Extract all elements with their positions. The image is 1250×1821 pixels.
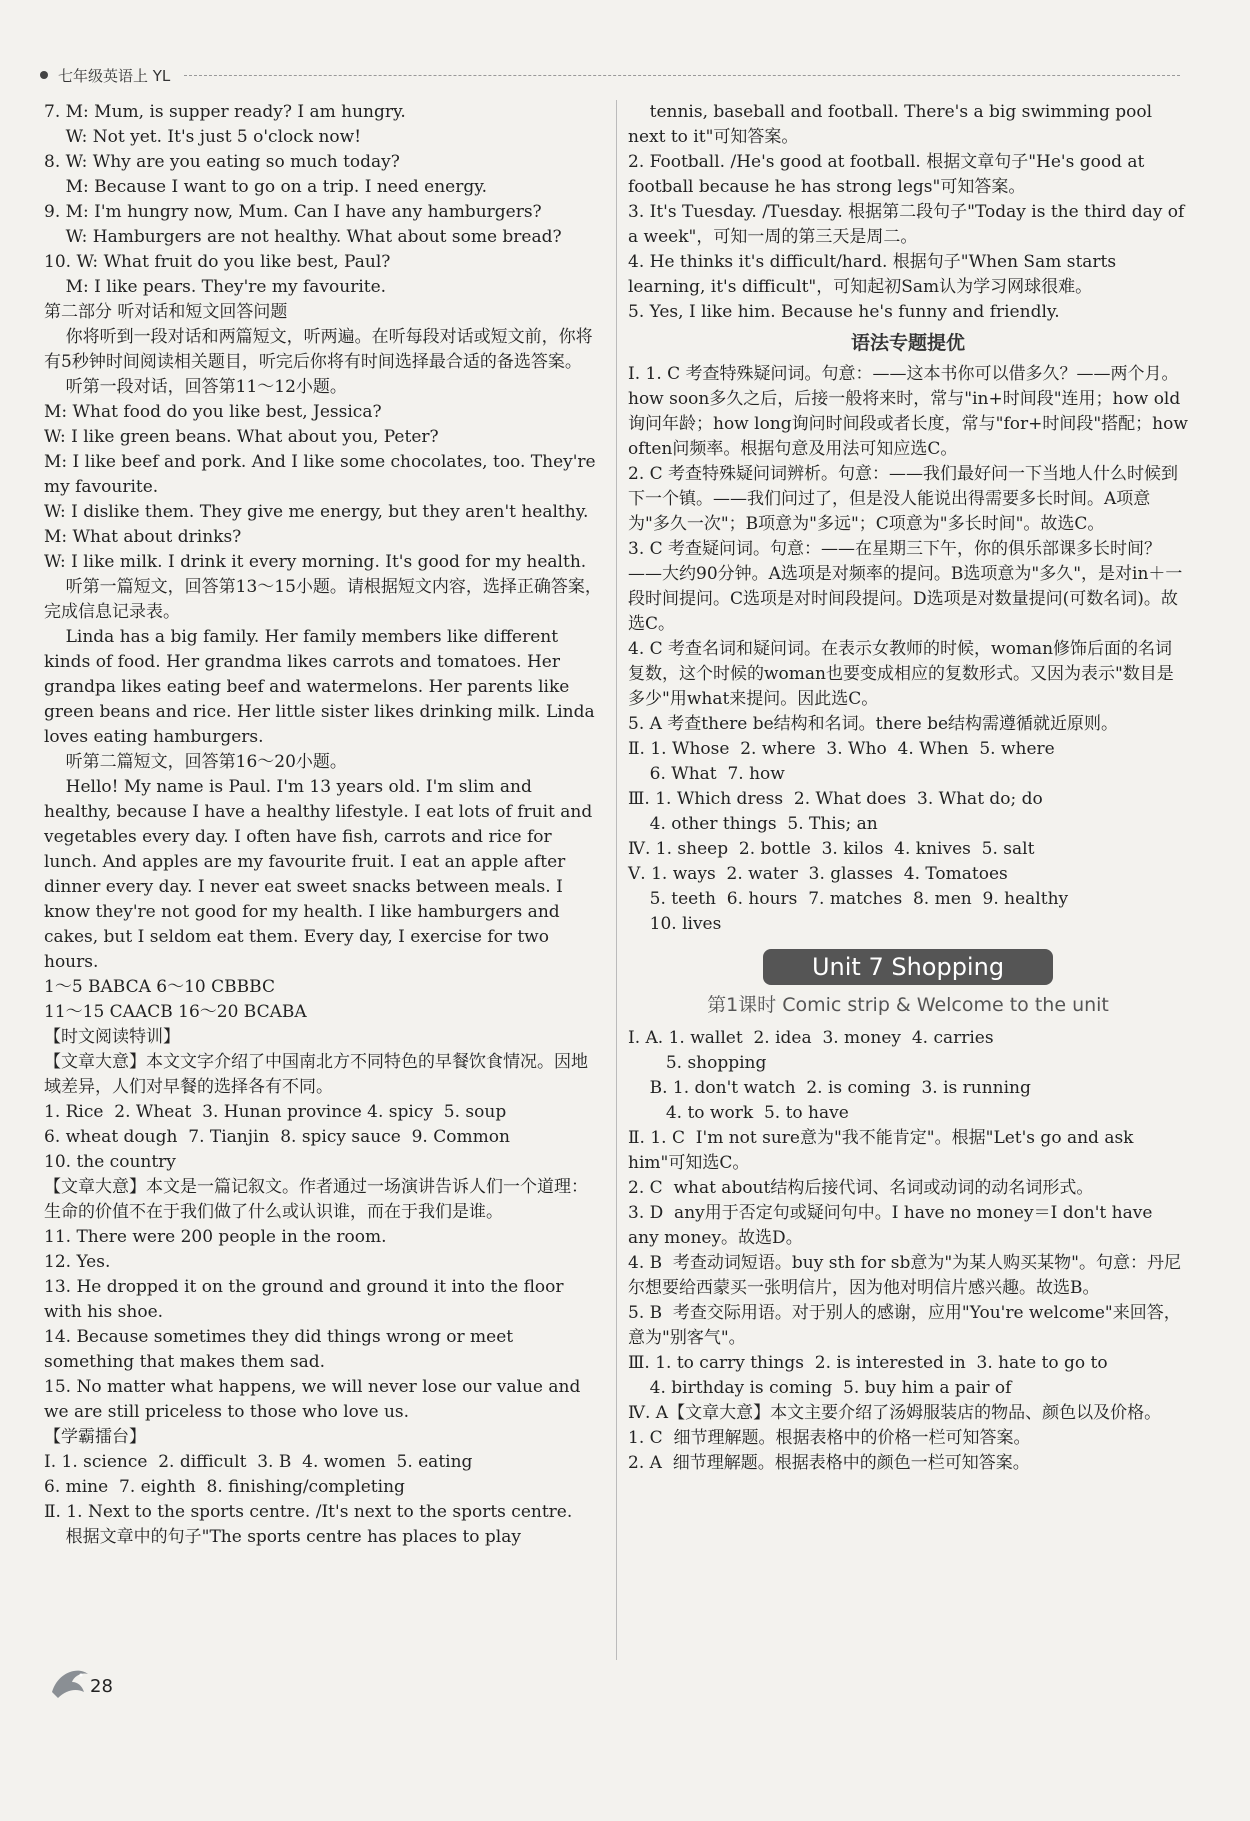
answer-line: 2. Football. /He's good at football. 根据文章句子"He's good at football because he has strong legs"可知答案。 (628, 152, 1150, 197)
paragraph: 听第一篇短文，回答第13～15小题。请根据短文内容，选择正确答案，完成信息记录表。 (44, 577, 602, 622)
answer-line: 1. Rice 2. Wheat 3. Hunan province 4. spicy 5. soup (44, 1102, 507, 1122)
answer-line: 4. He thinks it's difficult/hard. 根据句子"When Sam starts learning, it's difficult"，可知起初Sam认为学习网球很难。 (628, 252, 1122, 297)
answer-line: 6. mine 7. eighth 8. finishing/completing (44, 1477, 405, 1497)
answer-line: 5. Yes, I like him. Because he's funny and friendly. (628, 302, 1060, 322)
answer-line: 15. No matter what happens, we will never lose our value and we are still priceless to those who love us. (44, 1377, 586, 1422)
answer-line: tennis, baseball and football. There's a big swimming pool next to it"可知答案。 (628, 102, 1158, 147)
answer-line: Ⅴ. 1. ways 2. water 3. glasses 4. Tomatoes (628, 864, 1008, 884)
answer-line: 2. A 细节理解题。根据表格中的颜色一栏可知答案。 (628, 1453, 1030, 1473)
dialogue-line: W: I like milk. I drink it every morning. It's good for my health. (44, 552, 587, 572)
answer-line: 4. birthday is coming 5. buy him a pair of (628, 1378, 1012, 1398)
answer-line: 5. B 考查交际用语。对于别人的感谢，应用"You're welcome"来回答，意为"别客气"。 (628, 1303, 1181, 1348)
paragraph: Hello! My name is Paul. I'm 13 years old. I'm slim and healthy, because I have a healthy lifestyle. I eat lots of fruit and vegetables every day. I often have fish, carrots and rice for lunch. And apples are my favourite fruit. I eat an apple after dinner every day. I never eat sweet snacks between meals. I know they're not good for my health. I like hamburgers and cakes, but I seldom eat them. Every day, I exercise for two hours. (44, 777, 598, 972)
answer-line: Ⅱ. 1. Whose 2. where 3. Who 4. When 5. where (628, 739, 1055, 759)
header-bullet-icon (40, 71, 48, 79)
paragraph: 【文章大意】本文是一篇记叙文。作者通过一场演讲告诉人们一个道理：生命的价值不在于我们做了什么或认识谁，而在于我们是谁。 (44, 1177, 588, 1222)
answer-line: 2. C what about结构后接代词、名词或动词的动名词形式。 (628, 1178, 1094, 1198)
dialogue-line: M: What about drinks? (44, 527, 242, 547)
answer-line: Ⅲ. 1. to carry things 2. is interested in 3. hate to go to (628, 1353, 1108, 1373)
answer-line: 10. the country (44, 1152, 176, 1172)
page-header (40, 60, 1180, 90)
answer-line: 10. lives (628, 914, 722, 934)
answer-line: 1～5 BABCA 6～10 CBBBC (44, 977, 275, 997)
header-title: 七年级英语上 YL (58, 66, 171, 85)
unit-banner: Unit 7 Shopping (763, 949, 1053, 985)
dialogue-line: W: I dislike them. They give me energy, but they aren't healthy. (44, 502, 589, 522)
text-line: M: I like pears. They're my favourite. (44, 277, 387, 297)
answer-line: Ⅱ. 1. C I'm not sure意为"我不能肯定"。根据"Let's go and ask him"可知选C。 (628, 1128, 1139, 1173)
text-line: 8. W: Why are you eating so much today? (44, 152, 400, 172)
text-line: M: Because I want to go on a trip. I need energy. (44, 177, 488, 197)
answer-line: 6. What 7. how (628, 764, 785, 784)
answer-line: 11～15 CAACB 16～20 BCABA (44, 1002, 307, 1022)
answer-line: 根据文章中的句子"The sports centre has places to play (44, 1527, 521, 1547)
answer-line: 4. to work 5. to have (628, 1103, 849, 1123)
answer-line: 3. D any用于否定句或疑问句中。I have no money＝I don't have any money。故选D。 (628, 1203, 1158, 1248)
answer-line: 1. C 细节理解题。根据表格中的价格一栏可知答案。 (628, 1428, 1031, 1448)
text-line: W: Hamburgers are not healthy. What about some bread? (44, 227, 562, 247)
answer-line: B. 1. don't watch 2. is coming 3. is running (628, 1078, 1031, 1098)
answer-line: Ⅰ. 1. science 2. difficult 3. B 4. women 5. eating (44, 1452, 473, 1472)
text-line: W: Not yet. It's just 5 o'clock now! (44, 127, 362, 147)
dialogue-line: M: I like beef and pork. And I like some chocolates, too. They're my favourite. (44, 452, 602, 497)
grammar-heading: 语法专题提优 (850, 332, 965, 354)
answer-line: Ⅱ. 1. Next to the sports centre. /It's next to the sports centre. (44, 1502, 573, 1522)
column-divider (616, 100, 617, 1660)
paragraph: Linda has a big family. Her family members like different kinds of food. Her grandma likes carrots and tomatoes. Her grandpa likes eating beef and watermelons. Her parents like green beans and rice. Her little sister likes drinking milk. Linda loves eating hamburgers. (44, 627, 601, 747)
answer-line: 5. teeth 6. hours 7. matches 8. men 9. healthy (628, 889, 1069, 909)
right-column (628, 100, 1194, 1660)
paragraph: 听第一段对话，回答第11～12小题。 (44, 377, 347, 397)
text-line: 7. M: Mum, is supper ready? I am hungry. (44, 102, 406, 122)
answer-line: 13. He dropped it on the ground and ground it into the floor with his shoe. (44, 1277, 569, 1322)
answer-line: 3. C 考查疑问词。句意：——在星期三下午，你的俱乐部课多长时间？——大约90分钟。A选项是对频率的提问。B选项意为"多久"，是对in＋一段时间提问。C选项是对时间段提问。D选项是对数量提问(可数名词)。故选C。 (628, 539, 1183, 634)
section-heading: 【时文阅读特训】 (44, 1027, 180, 1047)
dialogue-line: M: What food do you like best, Jessica? (44, 402, 382, 422)
lesson-heading: 第1课时 Comic strip & Welcome to the unit (707, 994, 1109, 1016)
paragraph: 你将听到一段对话和两篇短文，听两遍。在听每段对话或短文前，你将有5秒钟时间阅读相关题目，听完后你将有时间选择最合适的备选答案。 (44, 327, 593, 372)
answer-line: Ⅰ. 1. C 考查特殊疑问词。句意：——这本书你可以借多久？——两个月。how soon多久之后，后接一般将来时，常与"in+时间段"连用；how old询问年龄；how long询问时间段或者长度，常与"for+时间段"搭配；how often问频率。根据句意及用法可知应选C。 (628, 364, 1194, 459)
answer-line: 6. wheat dough 7. Tianjin 8. spicy sauce 9. Common (44, 1127, 510, 1147)
answer-line: Ⅳ. 1. sheep 2. bottle 3. kilos 4. knives 5. salt (628, 839, 1035, 859)
dolphin-logo-icon (48, 1662, 92, 1702)
section-heading: 第二部分 听对话和短文回答问题 (44, 302, 288, 322)
answer-line: 3. It's Tuesday. /Tuesday. 根据第二段句子"Today is the third day of a week"，可知一周的第三天是周二。 (628, 202, 1190, 247)
answer-line: Ⅰ. A. 1. wallet 2. idea 3. money 4. carries (628, 1028, 994, 1048)
answer-line: 5. A 考查there be结构和名词。there be结构需遵循就近原则。 (628, 714, 1119, 734)
answer-line: 2. C 考查特殊疑问词辨析。句意：——我们最好问一下当地人什么时候到下一个镇。——我们问过了，但是没人能说出得需要多长时间。A项意为"多久一次"；B项意为"多远"；C项意为"多长时间"。故选C。 (628, 464, 1179, 534)
header-rule (184, 75, 1180, 76)
answer-line: 11. There were 200 people in the room. (44, 1227, 387, 1247)
section-heading: 【学霸擂台】 (44, 1427, 146, 1447)
text-line: 9. M: I'm hungry now, Mum. Can I have any hamburgers? (44, 202, 542, 222)
page-number: 28 (90, 1676, 113, 1697)
answer-line: 5. shopping (628, 1053, 767, 1073)
text-line: 10. W: What fruit do you like best, Paul? (44, 252, 391, 272)
answer-line: Ⅳ. A【文章大意】本文主要介绍了汤姆服装店的物品、颜色以及价格。 (628, 1403, 1162, 1423)
answer-line: 14. Because sometimes they did things wrong or meet something that makes them sad. (44, 1327, 519, 1372)
answer-line: 4. B 考查动词短语。buy sth for sb意为"为某人购买某物"。句意：丹尼尔想要给西蒙买一张明信片，因为他对明信片感兴趣。故选B。 (628, 1253, 1181, 1298)
answer-line: 4. C 考查名词和疑问词。在表示女教师的时候，woman修饰后面的名词复数，这个时候的woman也要变成相应的复数形式。又因为表示"数目是多少"用what来提问。因此选C。 (628, 639, 1174, 709)
answer-line: 12. Yes. (44, 1252, 111, 1272)
answer-line: 4. other things 5. This; an (628, 814, 878, 834)
dialogue-line: W: I like green beans. What about you, Peter? (44, 427, 439, 447)
answer-line: Ⅲ. 1. Which dress 2. What does 3. What do; do (628, 789, 1043, 809)
paragraph: 听第二篇短文，回答第16～20小题。 (44, 752, 347, 772)
paragraph: 【文章大意】本文文字介绍了中国南北方不同特色的早餐饮食情况。因地域差异，人们对早餐的选择各有不同。 (44, 1052, 588, 1097)
left-column (44, 100, 604, 1660)
